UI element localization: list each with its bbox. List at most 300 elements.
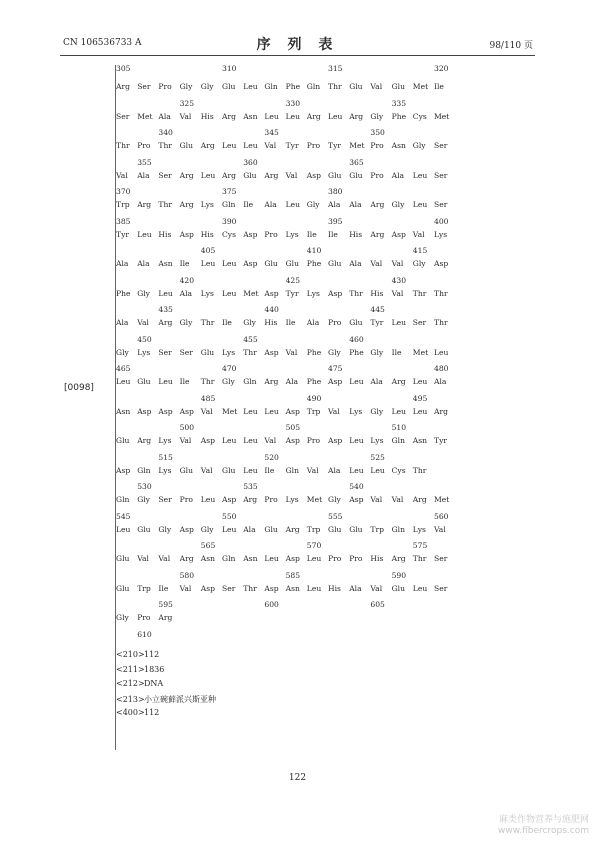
residue: Gln <box>243 377 257 386</box>
residue: Pro <box>328 554 342 563</box>
residue: Ile <box>306 229 317 239</box>
residue: Val <box>391 259 404 268</box>
residue-position-number: 340 <box>158 128 173 137</box>
residue: Ile <box>328 229 338 239</box>
residue-position-number: 505 <box>285 423 301 432</box>
residue: Thr <box>243 347 257 357</box>
residue: Val <box>137 318 149 327</box>
residue: Val <box>200 406 213 416</box>
residue: Leu <box>264 554 279 563</box>
residue: Val <box>412 229 425 239</box>
residue: Arg <box>349 111 364 121</box>
residue: Pro <box>328 318 342 327</box>
residue-position-number: 440 <box>264 305 279 314</box>
residue: Thr <box>200 377 215 386</box>
residue: Met <box>434 495 450 504</box>
residue: Met <box>222 406 238 416</box>
residue-position-number: 430 <box>391 275 407 285</box>
residue: Ser <box>434 200 448 209</box>
residue: Leu <box>412 377 428 386</box>
residue: Lys <box>200 200 214 209</box>
residue-position-number: 515 <box>158 452 173 462</box>
residue: Asp <box>179 524 194 534</box>
residue: Ala <box>370 377 383 386</box>
residue: Thr <box>434 318 448 327</box>
residue: Arg <box>391 377 406 386</box>
residue: Leu <box>412 170 428 180</box>
residue: Asn <box>116 406 131 416</box>
residue: Met <box>349 141 365 150</box>
residue: Gly <box>391 200 405 209</box>
residue: Arg <box>264 377 279 386</box>
residue: Asp <box>137 406 152 416</box>
residue: Leu <box>285 200 301 209</box>
residue-position-number: 595 <box>158 600 173 609</box>
residue: Asp <box>243 229 258 239</box>
residue: Asn <box>391 141 406 150</box>
residue-position-number: 320 <box>434 64 449 73</box>
metadata-value: DNA <box>144 679 164 688</box>
residue: Ala <box>349 200 362 209</box>
residue: Ser <box>137 82 151 91</box>
residue: Glu <box>179 141 193 150</box>
residue: Pro <box>370 170 384 180</box>
residue: Glu <box>243 170 257 180</box>
residue: Leu <box>222 288 237 298</box>
residue: Leu <box>391 406 407 416</box>
residue: Leu <box>434 347 449 357</box>
residue: Gln <box>222 554 236 563</box>
residue: Leu <box>200 170 216 180</box>
residue: Ala <box>243 524 256 534</box>
residue: Ala <box>116 318 129 327</box>
residue: Gly <box>328 347 341 357</box>
residue-position-number: 415 <box>412 246 428 255</box>
residue: Asp <box>328 288 343 298</box>
residue: Pro <box>349 554 363 563</box>
residue: Arg <box>158 318 173 327</box>
residue-position-number: 425 <box>285 275 301 285</box>
residue: Pro <box>137 141 151 150</box>
residue: Leu <box>243 141 258 150</box>
residue-position-number: 350 <box>370 128 385 137</box>
residue: Gly <box>179 82 193 91</box>
residue: Asp <box>116 465 131 475</box>
residue: Leu <box>306 554 322 563</box>
residue: Arg <box>370 200 385 209</box>
residue: His <box>200 229 214 239</box>
residue: Tyr <box>116 229 129 239</box>
residue: Asp <box>264 347 279 357</box>
residue: Leu <box>412 583 428 593</box>
residue: Gly <box>200 82 214 91</box>
residue: Gln <box>306 82 321 91</box>
residue: Glu <box>391 583 405 593</box>
residue: Leu <box>306 583 322 593</box>
residue: His <box>370 554 384 563</box>
residue: Glu <box>264 524 278 534</box>
residue: Arg <box>222 170 236 180</box>
residue: Val <box>370 259 383 268</box>
residue: Ser <box>434 554 448 563</box>
sequence-listing <box>116 62 536 682</box>
residue: Asn <box>285 583 300 593</box>
residue: Lys <box>412 524 426 534</box>
residue: Val <box>137 554 149 563</box>
residue: Ala <box>137 170 150 180</box>
residue: Met <box>434 111 450 121</box>
residue: Ser <box>158 495 172 504</box>
residue: His <box>200 111 214 121</box>
residue: Glu <box>222 465 236 475</box>
residue: Asp <box>243 259 258 268</box>
residue: Lys <box>306 288 320 298</box>
residue: Phe <box>306 377 322 386</box>
residue-position-number: 365 <box>349 157 364 167</box>
residue-position-number: 600 <box>264 600 279 609</box>
residue: Lys <box>285 495 299 504</box>
residue: Thr <box>116 141 130 150</box>
residue: Ile <box>264 465 275 475</box>
residue: Leu <box>285 111 301 121</box>
residue-position-number: 450 <box>137 334 152 344</box>
residue: Gly <box>328 495 341 504</box>
residue-position-number: 445 <box>370 305 385 314</box>
residue: Val <box>179 111 192 121</box>
residue: Glu <box>179 465 193 475</box>
residue: Ser <box>434 141 448 150</box>
residue: Leu <box>349 377 364 386</box>
residue: Met <box>412 82 429 91</box>
residue: Lys <box>222 347 236 357</box>
residue: Trp <box>306 406 321 416</box>
residue: Tyr <box>285 141 299 150</box>
residue: Arg <box>137 200 152 209</box>
residue-position-number: 470 <box>222 364 237 373</box>
residue: Thr <box>243 583 257 593</box>
residue: Gly <box>370 111 384 121</box>
residue: Arg <box>285 524 300 534</box>
residue: Val <box>116 170 128 180</box>
residue: Tyr <box>285 288 299 298</box>
residue: Arg <box>264 170 279 180</box>
residue-position-number: 585 <box>285 570 301 580</box>
residue-position-number: 565 <box>200 541 216 550</box>
residue-position-number: 460 <box>349 334 364 344</box>
residue: Ile <box>243 200 254 209</box>
residue: Glu <box>349 318 363 327</box>
page-number: 122 <box>288 773 307 783</box>
residue-position-number: 535 <box>243 482 258 491</box>
residue: Gly <box>306 200 320 209</box>
residue: Asp <box>391 229 406 239</box>
residue: Ser <box>158 170 172 180</box>
residue: Asp <box>179 406 194 416</box>
residue: His <box>370 288 384 298</box>
residue: Ala <box>137 259 150 268</box>
residue: Val <box>285 347 298 357</box>
metadata-key: <211> <box>116 664 145 674</box>
residue-position-number: 570 <box>306 541 322 550</box>
residue: Phe <box>285 82 301 91</box>
residue: Ser <box>412 318 427 327</box>
residue: Glu <box>349 170 363 180</box>
residue: Val <box>200 465 213 475</box>
residue-position-number: 455 <box>243 334 258 344</box>
residue-position-number: 405 <box>200 246 216 255</box>
residue-position-number: 480 <box>434 364 449 373</box>
residue: Val <box>434 524 446 534</box>
residue: Ser <box>116 111 130 121</box>
residue-position-number: 345 <box>264 128 279 137</box>
residue: Thr <box>158 141 172 150</box>
residue: Ala <box>328 200 341 209</box>
patent-number: CN 106536733 A <box>63 38 142 48</box>
residue-position-number: 490 <box>306 393 322 403</box>
residue: Asp <box>179 229 194 239</box>
residue: His <box>264 318 278 327</box>
residue: Asp <box>222 495 237 504</box>
residue: Val <box>328 406 340 416</box>
residue: Asp <box>264 288 279 298</box>
residue-position-number: 560 <box>434 511 449 521</box>
residue: Asp <box>200 436 216 445</box>
residue: Leu <box>137 229 152 239</box>
residue: Leu <box>158 377 173 386</box>
residue: Lys <box>158 436 172 445</box>
residue-position-number: 510 <box>391 423 407 432</box>
residue: Ala <box>264 200 277 209</box>
residue: Gly <box>412 259 426 268</box>
metadata-line <box>116 679 163 688</box>
residue: Ala <box>328 465 341 475</box>
residue: Asp <box>285 436 300 445</box>
residue: Ser <box>158 347 172 357</box>
residue: Pro <box>306 436 321 445</box>
residue: Arg <box>391 554 406 563</box>
residue: Pro <box>179 495 193 504</box>
residue: Ala <box>434 377 447 386</box>
residue: Leu <box>222 524 237 534</box>
residue: Gly <box>137 495 150 504</box>
residue: Leu <box>222 141 237 150</box>
residue: Arg <box>179 200 194 209</box>
residue: Pro <box>137 613 151 622</box>
residue: Lys <box>200 288 214 298</box>
residue: Arg <box>222 111 236 121</box>
residue: Leu <box>243 465 258 475</box>
residue: Glu <box>391 82 405 91</box>
residue: Ile <box>179 259 190 268</box>
residue-position-number: 335 <box>391 98 407 108</box>
residue: Arg <box>434 406 448 416</box>
residue: Ile <box>285 318 296 327</box>
residue: Leu <box>391 318 407 327</box>
metadata-value: 1836 <box>144 664 165 674</box>
residue: Ile <box>179 377 190 386</box>
residue: Glu <box>328 170 342 180</box>
residue: Gln <box>391 524 405 534</box>
page-title: 序 列 表 <box>256 37 339 53</box>
residue: Ala <box>349 259 362 268</box>
residue-position-number: 400 <box>434 216 449 226</box>
residue: Ser <box>434 583 448 593</box>
residue: Asp <box>434 259 449 268</box>
residue: Thr <box>328 82 342 91</box>
residue-position-number: 485 <box>200 393 216 403</box>
residue-position-number: 375 <box>222 187 237 196</box>
residue: Val <box>264 436 277 445</box>
metadata-line <box>116 694 216 705</box>
residue: Leu <box>349 465 364 475</box>
residue: Phe <box>391 111 407 121</box>
residue: Gly <box>412 141 426 150</box>
residue: Ile <box>222 318 232 327</box>
residue: Ala <box>116 259 129 268</box>
residue: Asn <box>412 436 428 445</box>
residue: Asp <box>200 583 216 593</box>
residue-position-number: 355 <box>137 157 152 167</box>
residue: Lys <box>285 229 299 239</box>
residue: Phe <box>306 259 322 268</box>
residue-position-number: 315 <box>328 64 343 73</box>
residue-position-number: 545 <box>116 511 131 521</box>
residue: Tyr <box>434 436 447 445</box>
residue-position-number: 580 <box>179 570 195 580</box>
residue: Leu <box>158 288 173 298</box>
residue: Asp <box>328 377 343 386</box>
residue: Leu <box>243 406 258 416</box>
residue: Val <box>391 288 404 298</box>
residue: Tyr <box>370 318 384 327</box>
residue: Glu <box>116 554 130 563</box>
residue: Cys <box>412 111 427 121</box>
residue-position-number: 410 <box>306 246 322 255</box>
residue-position-number: 380 <box>328 187 343 196</box>
residue: Glu <box>200 347 215 357</box>
residue: Leu <box>222 259 237 268</box>
residue: Leu <box>412 200 428 209</box>
residue: Lys <box>434 229 448 239</box>
residue-position-number: 385 <box>116 216 131 226</box>
residue: Asn <box>243 554 258 563</box>
metadata-key: <213> <box>116 694 145 704</box>
residue: Gly <box>179 318 193 327</box>
residue: Ile <box>391 347 402 357</box>
residue: Asn <box>243 111 258 121</box>
residue: Met <box>412 347 429 357</box>
residue: Val <box>179 436 192 445</box>
residue-position-number: 555 <box>328 511 343 521</box>
residue: Phe <box>116 288 131 298</box>
residue: Lys <box>349 406 363 416</box>
residue: Glu <box>349 82 363 91</box>
residue-position-number: 495 <box>412 393 428 403</box>
residue: Ser <box>179 347 193 357</box>
residue: Leu <box>264 111 279 121</box>
residue-position-number: 420 <box>179 275 195 285</box>
residue: Trp <box>116 200 130 209</box>
residue: Pro <box>370 141 384 150</box>
residue: Val <box>391 495 404 504</box>
residue: Pro <box>264 495 278 504</box>
residue-position-number: 540 <box>349 482 364 491</box>
residue: Ala <box>349 583 362 593</box>
residue-position-number: 395 <box>328 216 343 226</box>
residue: Gly <box>116 347 129 357</box>
residue-position-number: 310 <box>222 64 237 73</box>
residue: Leu <box>243 82 258 91</box>
residue: Glu <box>222 82 236 91</box>
residue: Thr <box>434 288 448 298</box>
residue: Glu <box>116 583 130 593</box>
residue: Arg <box>200 141 215 150</box>
residue-position-number: 550 <box>222 511 237 521</box>
residue: Asp <box>349 495 364 504</box>
residue: Glu <box>285 259 299 268</box>
residue: Gly <box>243 318 256 327</box>
metadata-key: <210> <box>116 650 145 659</box>
residue: Leu <box>200 495 216 504</box>
residue: Met <box>306 495 323 504</box>
residue: Met <box>137 111 153 121</box>
residue: Ile <box>158 583 169 593</box>
residue: Arg <box>179 170 194 180</box>
residue: Pro <box>264 229 278 239</box>
residue: Ile <box>434 82 444 91</box>
residue: Gln <box>285 465 299 475</box>
paragraph-marker: [0098] <box>64 383 94 393</box>
residue-position-number: 525 <box>370 452 385 462</box>
residue: Gln <box>264 82 278 91</box>
residue: Lys <box>137 347 151 357</box>
residue: Tyr <box>328 141 341 150</box>
residue: Asp <box>328 436 343 445</box>
residue-position-number: 610 <box>137 629 152 639</box>
residue: Gly <box>158 524 172 534</box>
residue: Ala <box>285 377 299 386</box>
residue: Gly <box>222 377 235 386</box>
residue: Thr <box>412 465 427 475</box>
residue: Ser <box>434 170 448 180</box>
residue: Leu <box>264 406 279 416</box>
metadata-line <box>116 708 159 717</box>
residue: Leu <box>116 524 131 534</box>
residue-position-number: 530 <box>137 482 152 491</box>
residue: Gly <box>137 288 150 298</box>
residue: Arg <box>370 229 385 239</box>
metadata-value: 小立碗藓派兴斯亚种 <box>144 694 216 704</box>
residue: Ser <box>222 583 236 593</box>
metadata-key: <400> <box>116 708 145 717</box>
paragraph-column <box>60 65 116 750</box>
residue: Arg <box>116 82 130 91</box>
residue: Lys <box>158 465 172 475</box>
residue: Glu <box>349 524 363 534</box>
residue: Val <box>179 583 192 593</box>
residue: Gly <box>370 347 384 357</box>
metadata-key: <212> <box>116 679 145 688</box>
residue: Leu <box>349 436 364 445</box>
residue: Gly <box>200 524 214 534</box>
residue: Glu <box>137 524 151 534</box>
residue: Leu <box>370 465 385 475</box>
residue: Gly <box>370 406 384 416</box>
residue: Cys <box>222 229 236 239</box>
residue-position-number: 475 <box>328 364 343 373</box>
residue-position-number: 465 <box>116 364 131 373</box>
residue: Met <box>243 288 259 298</box>
